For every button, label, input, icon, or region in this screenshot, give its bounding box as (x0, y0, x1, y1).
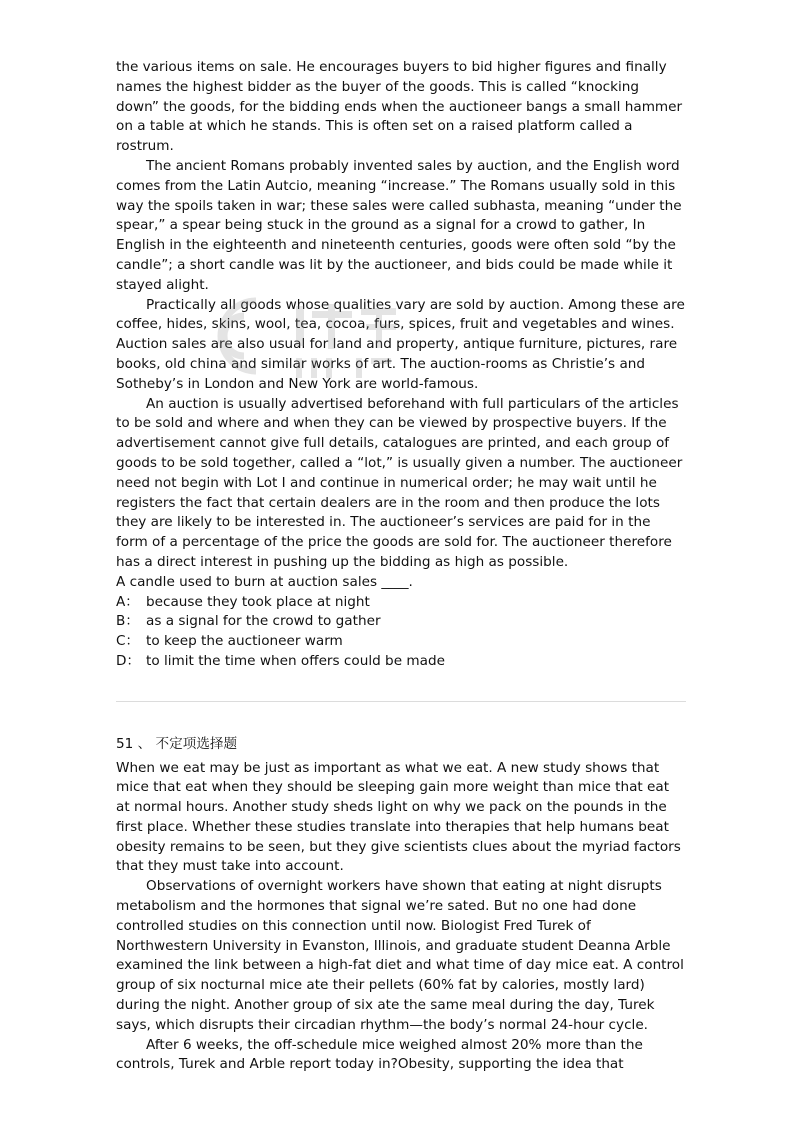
question-stem: A candle used to burn at auction sales ____. (116, 573, 413, 590)
option-text: to keep the auctioneer warm (146, 633, 343, 650)
option-a[interactable] (116, 593, 686, 613)
passage-paragraph: Practically all goods whose qualities vary are sold by auction. Among these are coffee, hides, skins, wool, tea, cocoa, furs, spices, fruit and vegetables and wines. Auction sales are also usual for land and property, antique furniture, pictures, rare books, old china and similar works of art. The auction-rooms as Christie’s and Sotheby’s in London and New York are world-famous. (116, 296, 685, 392)
section-divider (116, 701, 686, 702)
option-letter: D： (116, 652, 141, 669)
passage-paragraph: When we eat may be just as important as what we eat. A new study shows that mice that eat when they should be sleeping gain more weight than mice that eat at normal hours. Another study sheds light on why we pack on the pounds in the first place. Whether these studies translate into therapies that help humans beat obesity remains to be seen, but they give scientists clues about the myriad factors that they must take into account. (116, 759, 681, 875)
option-b[interactable] (116, 612, 686, 632)
option-c[interactable] (116, 632, 686, 652)
option-text: as a signal for the crowd to gather (146, 613, 381, 630)
option-letter: C： (116, 633, 140, 650)
option-text: because they took place at night (146, 593, 370, 610)
passage-paragraph: An auction is usually advertised beforehand with full particulars of the articles to be sold and where and when they can be viewed by prospective buyers. If the advertisement cannot give full details, catalogues are printed, and each group of goods to be sold together, called a “lot,” is usually given a number. The auctioneer need not begin with Lot I and continue in numerical order; he may wait until he registers the fact that certain dealers are in the room and then produce the lots they are likely to be interested in. The auctioneer’s services are paid for in the form of a percentage of the price the goods are sold for. The auctioneer therefore has a direct interest in pushing up the bidding as high as possible. (116, 395, 683, 570)
passage-paragraph: After 6 weeks, the off-schedule mice weighed almost 20% more than the controls, Turek and Arble report today in?Obesity, supporting the idea that (116, 1036, 643, 1073)
passage-paragraph: The ancient Romans probably invented sales by auction, and the English word comes from the Latin Autcio, meaning “increase.” The Romans usually sold in this way the spoils taken in war; these sales were called subhasta, meaning “under the spear,” a spear being stuck in the ground as a signal for a crowd to gather, In English in the eighteenth and nineteenth centuries, goods were often sold “by the candle”; a short candle was lit by the auctioneer, and bids could be made while it stayed alight. (116, 157, 682, 293)
option-letter: A： (116, 593, 139, 610)
document-page (116, 58, 686, 1075)
question-50-passage (116, 58, 686, 573)
option-text: to limit the time when offers could be made (146, 652, 445, 669)
passage-paragraph: the various items on sale. He encourages buyers to bid higher figures and finally names the highest bidder as the buyer of the goods. This is called “knocking down” the goods, for the bidding ends when the auctioneer bangs a small hammer on a table at which he stands. This is often set on a raised platform called a rostrum. (116, 59, 683, 155)
question-51-heading: 51 、 不定项选择题 (116, 735, 238, 752)
option-d[interactable] (116, 652, 686, 672)
passage-paragraph: Observations of overnight workers have shown that eating at night disrupts metabolism and the hormones that signal we’re sated. But no one had done controlled studies on this connection until now. Biologist Fred Turek of Northwestern University in Evanston, Illinois, and graduate student Deanna Arble examined the link between a high-fat diet and what time of day mice eat. A control group of six nocturnal mice ate their pellets (60% fat by calories, mostly lard) during the night. Another group of six ate the same meal during the day, Turek says, which disrupts their circadian rhythm—the body’s normal 24-hour cycle. (116, 878, 684, 1033)
question-51-passage (116, 759, 686, 1076)
option-letter: B： (116, 613, 139, 630)
answer-options (116, 593, 686, 672)
